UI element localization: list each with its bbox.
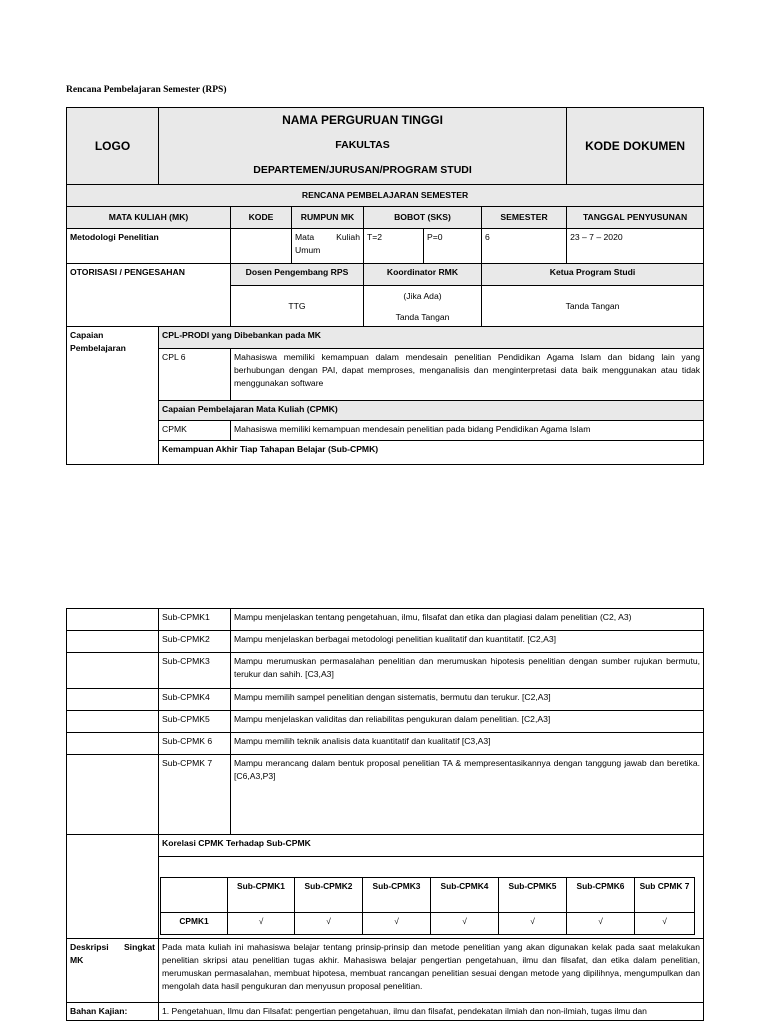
jika-ada-note: (Jika Ada) [403, 291, 442, 301]
course-name: Metodologi Penelitian [67, 229, 231, 264]
korelasi-col-header: Sub-CPMK2 [295, 878, 363, 913]
course-date: 23 – 7 – 2020 [567, 229, 704, 264]
korelasi-col-header: Sub-CPMK4 [431, 878, 499, 913]
dosen-signature: TTG [231, 286, 364, 327]
sub-cpmk-text: Mampu menjelaskan berbagai metodologi penelitian kualitatif dan kuantitatif. [C2,A3] [231, 631, 704, 653]
check-mark: √ [567, 913, 635, 935]
sub-cpmk-text: Mampu menjelaskan tentang pengetahuan, ilmu, filsafat dan etika dan plagiasi dalam penelitian (C2, A3) [231, 609, 704, 631]
left-spacer-cell [67, 755, 159, 835]
check-mark: √ [295, 913, 363, 935]
koordinator-signature [364, 286, 482, 327]
rps-header-table [66, 107, 704, 465]
koordinator-header: Koordinator RMK [364, 264, 482, 286]
sub-cpmk-code: Sub-CPMK4 [159, 689, 231, 711]
sub-cpmk-code: Sub-CPMK 7 [159, 755, 231, 835]
korelasi-matrix [160, 877, 695, 935]
course-bobot-t: T=2 [364, 229, 424, 264]
deskripsi-label: Deskripsi Singkat MK [67, 939, 159, 1003]
sub-cpmk-text: Mampu memilih sampel penelitian dengan sistematis, bermutu dan terukur. [C2,A3] [231, 689, 704, 711]
sub-cpmk-code: Sub-CPMK5 [159, 711, 231, 733]
kaprodi-signature: Tanda Tangan [482, 286, 704, 327]
faculty-name: FAKULTAS [335, 139, 390, 151]
document-title: Rencana Pembelajaran Semester (RPS) [66, 85, 227, 95]
left-spacer-cell [67, 711, 159, 733]
sub-cpmk-code: Sub-CPMK3 [159, 653, 231, 689]
sub-cpmk-text: Mampu merumuskan permasalahan penelitian dan merumuskan hipotesis penelitian dengan sumber rujukan bermutu, terukur dan sahih. [C3,A3] [231, 653, 704, 689]
department-name: DEPARTEMEN/JURUSAN/PROGRAM STUDI [253, 164, 472, 176]
bahan-kajian-label: Bahan Kajian: [67, 1003, 159, 1021]
col-kode: KODE [231, 207, 292, 229]
koordinator-tanda-tangan: Tanda Tangan [395, 311, 450, 322]
kaprodi-header: Ketua Program Studi [482, 264, 704, 286]
deskripsi-text: Pada mata kuliah ini mahasiswa belajar tentang prinsip-prinsip dan metode penelitian yang akan digunakan kelak pada saat melakukan penelitian skripsi atau penelitian tugas akhir. Mahasiswa belajar pengertian pengetahuan, ilmu dan filsafat, dan etika dalam penelitian, merumuskan permasalahan, membuat hipotesa, membuat rancangan penelitian sesuai dengan metode yang dipilihnya, mengumpulkan dan mengolah data hasil pengukuran dan menyusun proposal penelitian. [159, 939, 704, 1003]
cpmk-heading: Capaian Pembelajaran Mata Kuliah (CPMK) [159, 401, 704, 421]
course-bobot-p: P=0 [424, 229, 482, 264]
sub-cpmk-code: Sub-CPMK 6 [159, 733, 231, 755]
cpl-text: Mahasiswa memiliki kemampuan dalam mendesain penelitian Pendidikan Agama Islam dan bidang lain yang berhubungan dengan PAI, dapat memproses, menganalisis dan menginterpretasi data baik menggunakan atau tidak menggunakan software [231, 349, 704, 401]
institution-name: NAMA PERGURUAN TINGGI [282, 113, 443, 127]
korelasi-heading: Korelasi CPMK Terhadap Sub-CPMK [159, 835, 703, 857]
korelasi-col-header: Sub-CPMK5 [499, 878, 567, 913]
doc-code-cell: KODE DOKUMEN [567, 108, 704, 185]
sub-cpmk-code: Sub-CPMK2 [159, 631, 231, 653]
col-bobot: BOBOT (SKS) [364, 207, 482, 229]
logo-cell: LOGO [67, 108, 159, 185]
sub-cpmk-table [66, 608, 704, 1021]
check-mark: √ [363, 913, 431, 935]
check-mark: √ [635, 913, 695, 935]
course-semester: 6 [482, 229, 567, 264]
sub-cpmk-text: Mampu merancang dalam bentuk proposal penelitian TA & mempresentasikannya dengan tanggung jawab dan beretika. [C6,A3,P3] [231, 755, 704, 835]
korelasi-col-header: Sub-CPMK1 [228, 878, 295, 913]
bahan-kajian-item: 1. Pengetahuan, Ilmu dan Filsafat: pengertian pengetahuan, ilmu dan filsafat, pendekatan ilmiah dan non-ilmiah, tugas ilmu dan [159, 1003, 704, 1021]
left-spacer-cell [67, 835, 159, 939]
sub-cpmk-heading: Kemampuan Akhir Tiap Tahapan Belajar (Sub-CPMK) [159, 441, 704, 465]
col-tanggal: TANGGAL PENYUSUNAN [567, 207, 704, 229]
cpmk-text: Mahasiswa memiliki kemampuan mendesain penelitian pada bidang Pendidikan Agama Islam [231, 421, 704, 441]
capaian-label: Capaian Pembelajaran [67, 327, 159, 465]
institution-header [159, 108, 567, 185]
rps-title: RENCANA PEMBELAJARAN SEMESTER [67, 185, 704, 207]
cpmk-code: CPMK [159, 421, 231, 441]
left-spacer-cell [67, 609, 159, 631]
col-rumpun: RUMPUN MK [292, 207, 364, 229]
korelasi-section [159, 835, 704, 939]
sub-cpmk-text: Mampu menjelaskan validitas dan reliabilitas pengukuran dalam penelitian. [C2,A3] [231, 711, 704, 733]
otorisasi-label: OTORISASI / PENGESAHAN [67, 264, 231, 327]
korelasi-col-header: Sub-CPMK6 [567, 878, 635, 913]
korelasi-row-label: CPMK1 [161, 913, 228, 935]
korelasi-col-header: Sub-CPMK3 [363, 878, 431, 913]
cpl-code: CPL 6 [159, 349, 231, 401]
check-mark: √ [228, 913, 295, 935]
course-rumpun: Mata Kuliah Umum [292, 229, 364, 264]
sub-cpmk-text: Mampu memilih teknik analisis data kuantitatif dan kualitatif [C3,A3] [231, 733, 704, 755]
cpl-heading: CPL-PRODI yang Dibebankan pada MK [159, 327, 704, 349]
col-semester: SEMESTER [482, 207, 567, 229]
left-spacer-cell [67, 733, 159, 755]
course-code [231, 229, 292, 264]
left-spacer-cell [67, 653, 159, 689]
sub-cpmk-code: Sub-CPMK1 [159, 609, 231, 631]
col-mata-kuliah: MATA KULIAH (MK) [67, 207, 231, 229]
korelasi-corner [161, 878, 228, 913]
check-mark: √ [431, 913, 499, 935]
left-spacer-cell [67, 689, 159, 711]
dosen-pengembang-header: Dosen Pengembang RPS [231, 264, 364, 286]
korelasi-col-header: Sub CPMK 7 [635, 878, 695, 913]
left-spacer-cell [67, 631, 159, 653]
check-mark: √ [499, 913, 567, 935]
